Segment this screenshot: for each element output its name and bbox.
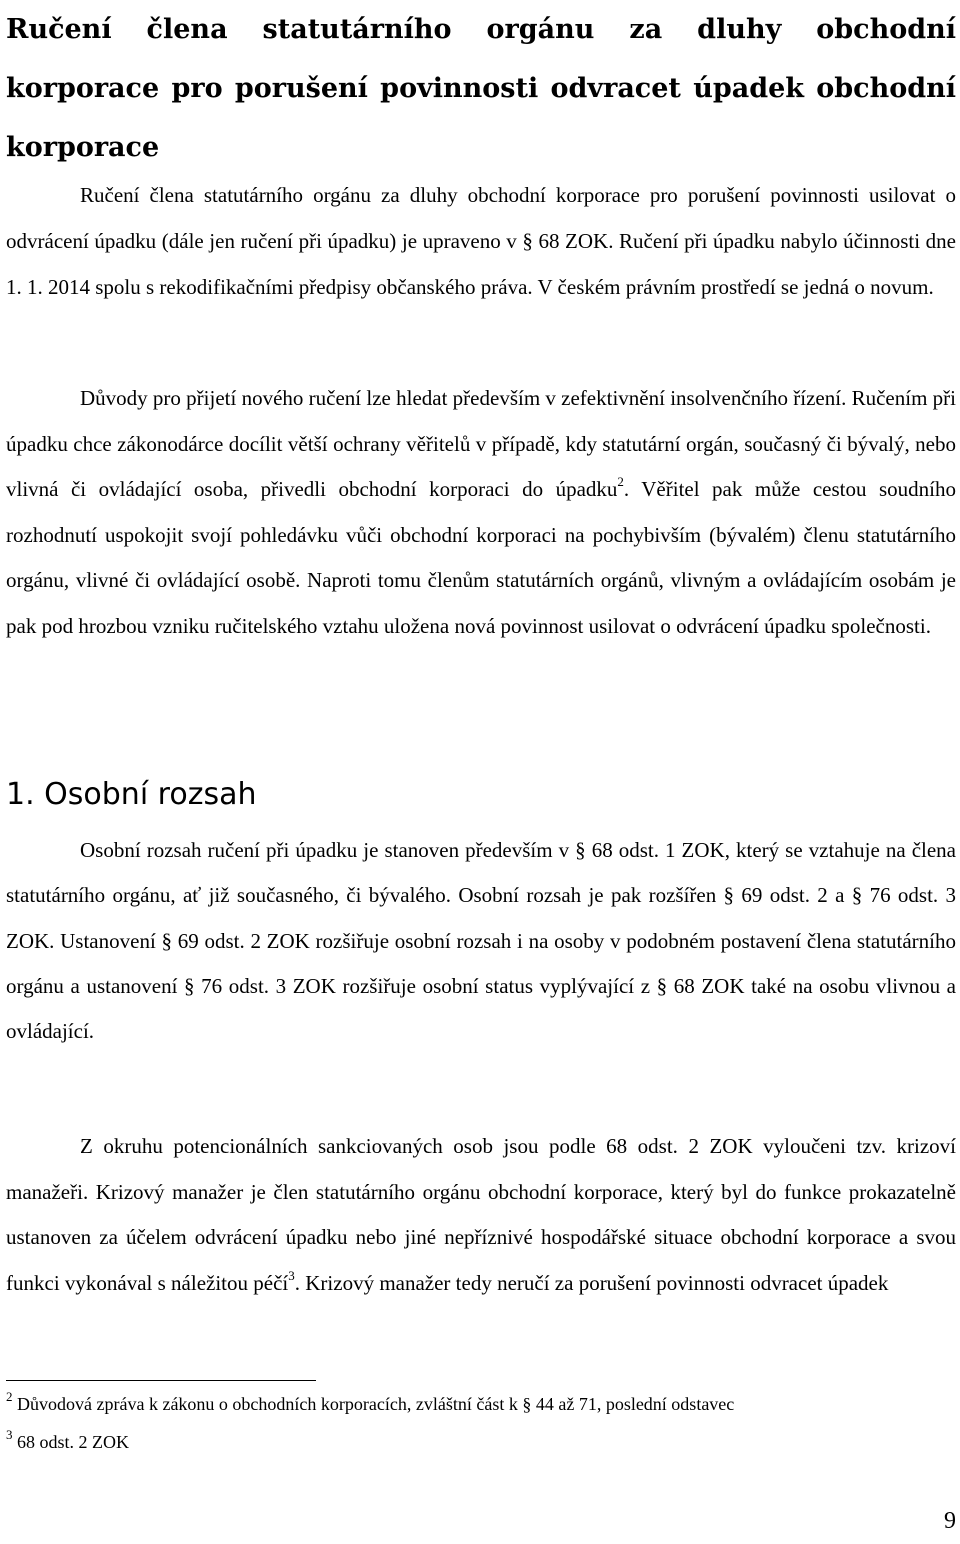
footnote [6, 1427, 956, 1454]
paragraph-personal-scope: Osobní rozsah ručení při úpadku je stanoven především v § 68 odst. 1 ZOK, který se vztahuje na člena statutárního orgánu, ať již současného, či bývalého. Osobní rozsah je pak rozšířen § 69 odst. 2 a § 76 odst. 3 ZOK. Ustanovení § 69 odst. 2 ZOK rozšiřuje osobní rozsah i na osoby v podobném postavení člena statutárního orgánu a ustanovení § 76 odst. 3 ZOK rozšiřuje osobní status vyplývající z § 68 ZOK také na osobu vlivnou a ovládající. [6, 838, 956, 1044]
paragraph-text: Z okruhu potencionálních sankciovaných osob jsou podle 68 odst. 2 ZOK vyloučeni tzv. krizoví manažeři. Krizový manažer je člen statutárního orgánu obchodní korporace, který byl do funkce prokazatelně ustanoven za účelem odvrácení úpadku nebo jiné nepříznivé hospodářské situace obchodní korporace a svou funkci vykonával s náležitou péčí [6, 1134, 956, 1295]
page-number: 9 [944, 1508, 956, 1534]
paragraph-text: . Krizový manažer tedy neručí za porušení povinnosti odvracet úpadek [294, 1270, 889, 1295]
footnote-ref: 3 [288, 1267, 295, 1283]
footnote-text: 68 odst. 2 ZOK [17, 1432, 129, 1452]
paragraph-reasons [6, 376, 956, 649]
paragraph-intro: Ručení člena statutárního orgánu za dluhy obchodní korporace pro porušení povinnosti usilovat o odvrácení úpadku (dále jen ručení při úpadku) je upraveno v § 68 ZOK. Ručení při úpadku nabylo účinnosti dne 1. 1. 2014 spolu s rekodifikačními předpisy občanského práva. V českém právním prostředí se jedná o novum. [6, 183, 956, 299]
footnote-text: Důvodová zpráva k zákonu o obchodních korporacích, zvláštní část k § 44 až 71, poslední odstavec [17, 1394, 735, 1414]
paragraph-text: Důvody pro přijetí nového ručení lze hledat především v zefektivnění insolvenčního řízení. Ručením při úpadku chce zákonodárce docílit větší ochrany věřitelů v případě, kdy statutární orgán, současný či bývalý, nebo vlivná či ovládající osoba, přivedli obchodní korporaci do úpadku [6, 386, 956, 501]
footnote-number: 2 [6, 1389, 13, 1404]
footnote-ref: 2 [617, 474, 624, 489]
document-title: Ručení člena statutárního orgánu za dluhy obchodní korporace pro porušení povinnosti odvracet úpadek obchodní korporace [6, 14, 956, 163]
paragraph-text: . Věřitel pak může cestou soudního rozhodnutí uspokojit svojí pohledávku vůči obchodní korporaci na pochybivším (bývalém) členu statutárního orgánu, vlivné či ovládající osobě. Naproti tomu členům statutárních orgánů, vlivným a ovládajícím osobám je pak pod hrozbou vzniku ručitelského vztahu uložena nová povinnost usilovat o odvrácení úpadku společnosti. [6, 477, 956, 638]
footnote-divider [6, 1380, 316, 1381]
footnote [6, 1389, 956, 1416]
paragraph-crisis-managers [6, 1124, 956, 1306]
footnote-number: 3 [6, 1427, 13, 1442]
section-heading: 1. Osobní rozsah [6, 777, 257, 812]
